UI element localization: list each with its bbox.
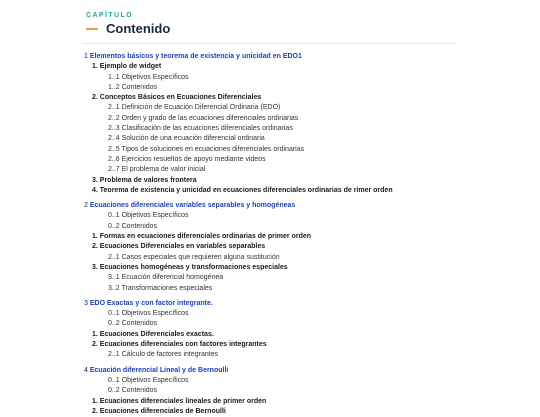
toc-subsection[interactable]: 2..1 Casos especiales que requieren alguna sustitución bbox=[108, 253, 280, 261]
toc-chapter-2 bbox=[84, 201, 540, 211]
toc-subsection[interactable]: 0..2 Contenidos bbox=[108, 387, 158, 395]
toc-section[interactable]: 1. Ecuaciones diferenciales lineales de primer orden bbox=[92, 397, 267, 405]
chapter-kicker: CAPÍTULO bbox=[86, 12, 133, 19]
toc-subsection[interactable]: 2..3 Clasificación de las ecuaciones diferenciales ordinarias bbox=[108, 125, 293, 133]
toc-section[interactable]: 2. Conceptos Básicos en Ecuaciones Diferenciales bbox=[92, 94, 262, 102]
accent-dash bbox=[86, 28, 98, 30]
divider bbox=[84, 43, 456, 44]
toc-section[interactable]: 3. Problema de valores frontera bbox=[92, 176, 197, 184]
table-of-contents bbox=[84, 52, 540, 417]
chapter-link-2[interactable]: Ecuaciones diferenciales variables separables y homogéneas bbox=[89, 202, 296, 210]
chapter-number: 1 bbox=[84, 53, 88, 60]
toc-subsection[interactable]: 2..1 Cálculo de factores integrantes bbox=[108, 351, 219, 359]
toc-section[interactable]: 4. Teorema de existencia y unicidad en ecuaciones diferenciales ordinarias de rimer orden bbox=[92, 186, 393, 194]
chapter-number: 2 bbox=[84, 202, 88, 210]
toc-subsection[interactable]: 0..1 Objetivos Específicos bbox=[108, 212, 189, 220]
page-title: Contenido bbox=[106, 21, 171, 36]
toc-subsection[interactable]: 0..1 Objetivos Específicos bbox=[108, 310, 189, 318]
toc-subsection[interactable]: 0..2 Contenidos bbox=[108, 222, 158, 230]
toc-subsection[interactable]: 2..5 Tipos de soluciones en ecuaciones diferenciales ordinarias bbox=[108, 145, 305, 153]
toc-chapter-4 bbox=[84, 366, 540, 376]
chapter-link-4[interactable]: Ecuación diferencial Lineal y de Bernoulli bbox=[89, 366, 229, 374]
toc-section[interactable]: 1. Ejemplo de widget bbox=[92, 63, 162, 71]
chapter-link-3[interactable]: EDO Exactas y con factor integrante. bbox=[89, 299, 213, 307]
toc-subsection[interactable]: 2..2 Orden y grado de las ecuaciones diferenciales ordinarias bbox=[108, 114, 299, 122]
toc-subsection[interactable]: 1..2 Contenidos bbox=[108, 83, 158, 91]
toc-section[interactable]: 2. Ecuaciones diferenciales con factores integrantes bbox=[92, 341, 267, 349]
toc-section[interactable]: 2. Ecuaciones diferenciales de Bernoulli bbox=[92, 407, 226, 415]
toc-subsection[interactable]: 3..1 Ecuación diferencial homogénea bbox=[108, 274, 224, 282]
title-row bbox=[84, 21, 540, 36]
toc-chapter-3 bbox=[84, 299, 540, 309]
toc-section[interactable]: 1. Formas en ecuaciones diferenciales ordinarias de primer orden bbox=[92, 233, 312, 241]
toc-subsection[interactable]: 3..2 Transformaciones especiales bbox=[108, 284, 213, 292]
toc-subsection[interactable]: 2..6 Ejercicios resueltos de apoyo mediante videos bbox=[108, 155, 266, 163]
toc-subsection[interactable]: 0..2 Contenidos bbox=[108, 320, 158, 328]
toc-subsection[interactable]: 0..1 Objetivos Específicos bbox=[108, 376, 189, 384]
toc-chapter-1 bbox=[84, 52, 540, 62]
toc-subsection[interactable]: 2..4 Solución de una ecuación diferencial ordinaria bbox=[108, 135, 265, 143]
chapter-number: 3 bbox=[84, 299, 88, 307]
chapter-link-1[interactable]: Elementos básicos y teorema de existencia y unicidad en EDO1 bbox=[89, 53, 302, 60]
toc-subsection[interactable]: 1..1 Objetivos Específicos bbox=[108, 73, 189, 81]
toc-subsection[interactable]: 2..7 El problema de valor inicial bbox=[108, 166, 206, 174]
toc-section[interactable]: 1. Ecuaciones Diferenciales exactas. bbox=[92, 330, 214, 338]
chapter-number: 4 bbox=[84, 366, 88, 374]
toc-section[interactable]: 2. Ecuaciones Diferenciales en variables separables bbox=[92, 243, 266, 251]
toc-section[interactable]: 3. Ecuaciones homogéneas y transformaciones especiales bbox=[92, 263, 288, 271]
toc-subsection[interactable]: 2..1 Definición de Ecuación Diferencial Ordinaria (EDO) bbox=[108, 104, 281, 112]
